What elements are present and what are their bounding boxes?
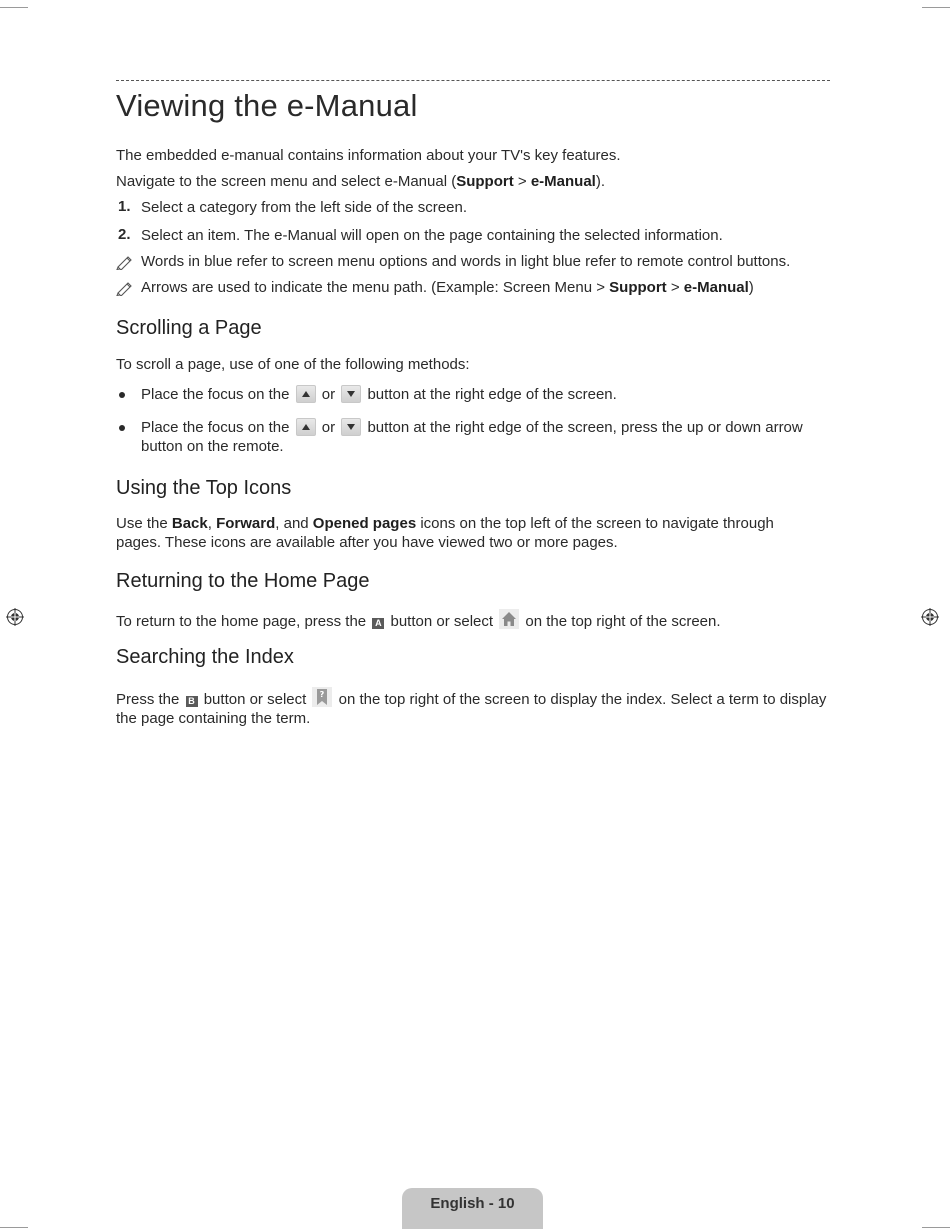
page-footer — [402, 1188, 543, 1229]
crop-mark — [0, 7, 28, 8]
bullet — [119, 392, 125, 398]
step-number: 1. — [118, 198, 131, 215]
up-arrow-icon — [296, 418, 316, 436]
svg-text:?: ? — [320, 690, 325, 699]
b-button-key: B — [186, 696, 198, 707]
page-title: Viewing the e-Manual — [116, 88, 418, 123]
step-text: Select a category from the left side of the screen. — [141, 199, 468, 216]
pencil-note-icon — [116, 280, 134, 296]
index-icon — [312, 687, 332, 707]
note-text: Words in blue refer to screen menu options and words in light blue refer to remote control buttons. — [141, 253, 791, 270]
paragraph: To return to the home page, press the A button or select on the top right of the screen. — [116, 609, 832, 631]
down-arrow-icon — [341, 385, 361, 403]
crop-mark — [922, 7, 950, 8]
up-arrow-icon — [296, 385, 316, 403]
note-text: Arrows are used to indicate the menu path. (Example: Screen Menu > Support > e-Manual) — [141, 279, 754, 296]
down-arrow-icon — [341, 418, 361, 436]
page-number: English - 10 — [430, 1195, 515, 1212]
intro-line-1: The embedded e-manual contains information about your TV's key features. — [116, 147, 621, 164]
bullet-text: Place the focus on the or button at the right edge of the screen, press the up or down arrow button on the remote. — [141, 419, 803, 455]
home-icon — [499, 609, 519, 629]
section-heading: Returning to the Home Page — [116, 570, 370, 592]
pencil-note-icon — [116, 254, 134, 270]
intro-line-2: Navigate to the screen menu and select e-Manual (Support > e-Manual). — [116, 173, 605, 190]
section-divider — [116, 80, 830, 81]
paragraph: To scroll a page, use of one of the following methods: — [116, 356, 470, 373]
crop-mark — [0, 1227, 28, 1228]
section-heading: Searching the Index — [116, 646, 294, 668]
bullet — [119, 425, 125, 431]
section-heading: Scrolling a Page — [116, 317, 262, 339]
registration-mark-icon — [6, 608, 24, 626]
step-number: 2. — [118, 226, 131, 243]
paragraph: Use the Back, Forward, and Opened pages icons on the top left of the screen to navigate through pages. These icons are available after you have viewed two or more pages. — [116, 515, 774, 551]
registration-mark-icon — [921, 608, 939, 626]
paragraph: Press the B button or select ? on the top right of the screen to display the index. Select a term to display the page containing the term. — [116, 687, 832, 728]
bullet-text: Place the focus on the or button at the right edge of the screen. — [141, 386, 617, 403]
section-heading: Using the Top Icons — [116, 477, 292, 499]
step-text: Select an item. The e-Manual will open on the page containing the selected information. — [141, 227, 723, 244]
crop-mark — [922, 1227, 950, 1228]
a-button-key: A — [372, 618, 384, 629]
